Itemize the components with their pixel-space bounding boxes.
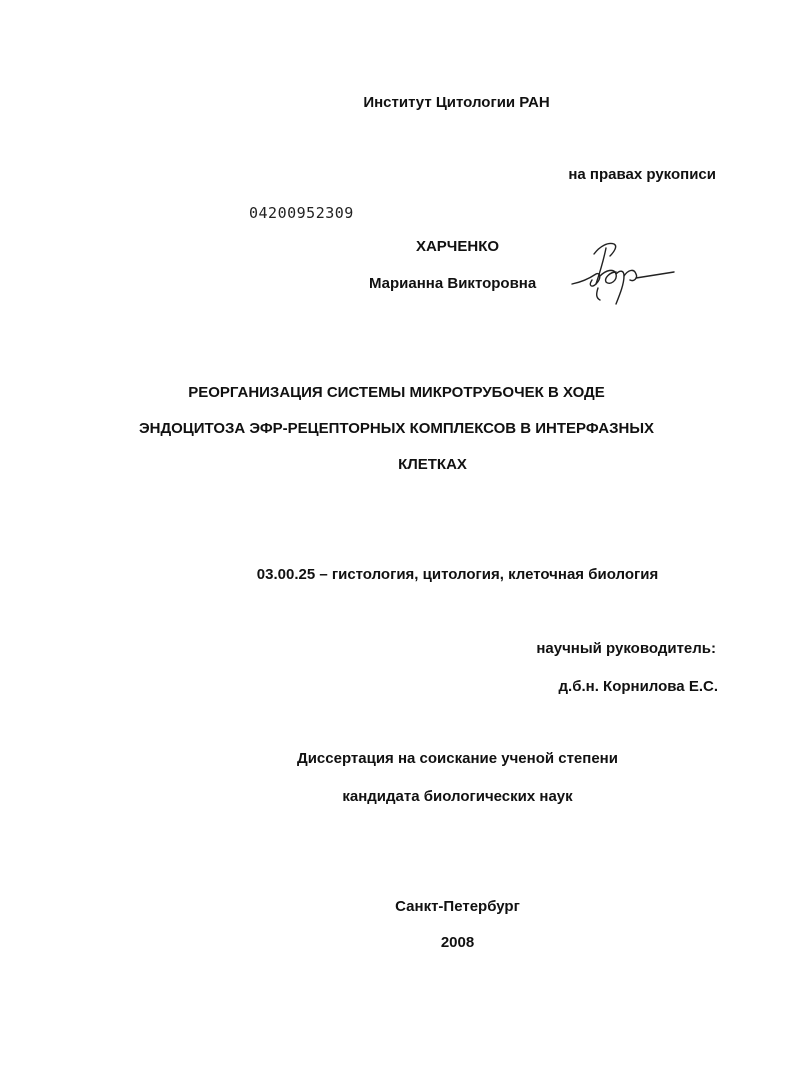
- dissertation-title-line-1: РЕОРГАНИЗАЦИЯ СИСТЕМЫ МИКРОТРУБОЧЕК В ХОДЕ: [188, 384, 605, 401]
- year: 2008: [440, 934, 475, 951]
- dissertation-title-line-3: КЛЕТКАХ: [398, 456, 467, 473]
- specialty-code: 03.00.25 – гистология, цитология, клеточная биология: [256, 566, 659, 583]
- dissertation-title-line-2: ЭНДОЦИТОЗА ЭФР-РЕЦЕПТОРНЫХ КОМПЛЕКСОВ В ИНТЕРФАЗНЫХ: [138, 420, 655, 437]
- supervisor-name: д.б.н. Корнилова Е.С.: [558, 678, 718, 695]
- manuscript-note: на правах рукописи: [568, 166, 716, 183]
- author-signature-icon: [566, 238, 678, 310]
- degree-statement-line-1: Диссертация на соискание ученой степени: [297, 750, 618, 767]
- city: Санкт-Петербург: [395, 898, 520, 915]
- author-surname: ХАРЧЕНКО: [415, 238, 500, 255]
- degree-statement-line-2: кандидата биологических наук: [342, 788, 573, 805]
- author-given-names: Марианна Викторовна: [369, 275, 537, 292]
- supervisor-label: научный руководитель:: [536, 640, 716, 657]
- institute-name: Институт Цитологии РАН: [363, 94, 550, 111]
- archive-stamp-number: 04200952309: [249, 204, 354, 222]
